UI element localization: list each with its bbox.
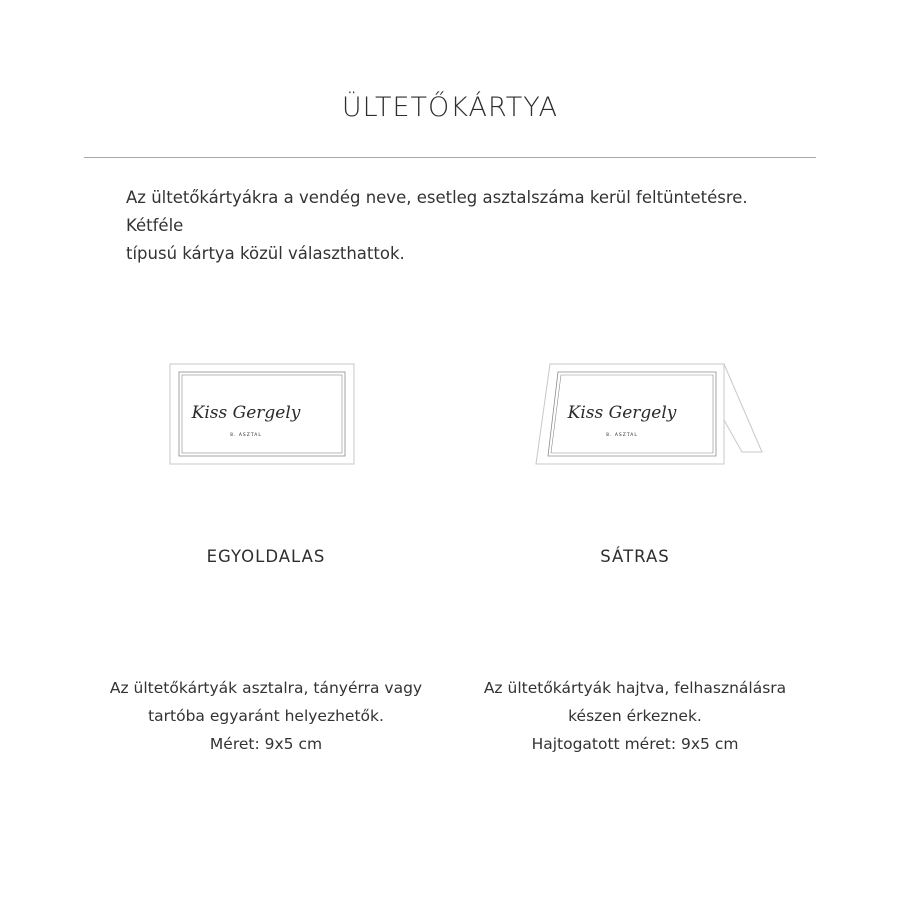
tent-card-table-label: 8. ASZTAL [606, 433, 638, 438]
intro-line-2: típusú kártya közül választhattok. [126, 244, 405, 263]
tent-card-drawing [534, 356, 766, 470]
description-line: Hajtogatott méret: 9x5 cm [531, 735, 739, 753]
description-line: Méret: 9x5 cm [209, 735, 323, 753]
option-description-tent [465, 674, 805, 758]
description-line: Az ültetőkártyák asztalra, tányérra vagy [109, 679, 423, 697]
one-sided-card-drawing [166, 356, 358, 470]
card-table-label: 8. ASZTAL [230, 433, 262, 438]
option-title-tent: SÁTRAS [600, 547, 670, 566]
one-sided-card-illustration [166, 356, 358, 470]
description-line: készen érkeznek. [568, 707, 702, 725]
intro-line-1: Az ültetőkártyákra a vendég neve, esetleg asztalszáma kerül feltüntetésre. Kétféle [126, 188, 748, 235]
description-line: Az ültetőkártyák hajtva, felhasználásra [483, 679, 787, 697]
description-line: tartóba egyaránt helyezhetők. [148, 707, 384, 725]
option-description-one-sided [96, 674, 436, 758]
tent-card-illustration [534, 356, 766, 470]
option-title-one-sided: EGYOLDALAS [206, 547, 326, 566]
intro-text [126, 184, 776, 268]
tent-card-guest-name: Kiss Gergely [567, 403, 677, 423]
card-guest-name: Kiss Gergely [191, 403, 301, 423]
page-title: ÜLTETŐKÁRTYA [341, 92, 559, 123]
title-divider [84, 157, 816, 158]
